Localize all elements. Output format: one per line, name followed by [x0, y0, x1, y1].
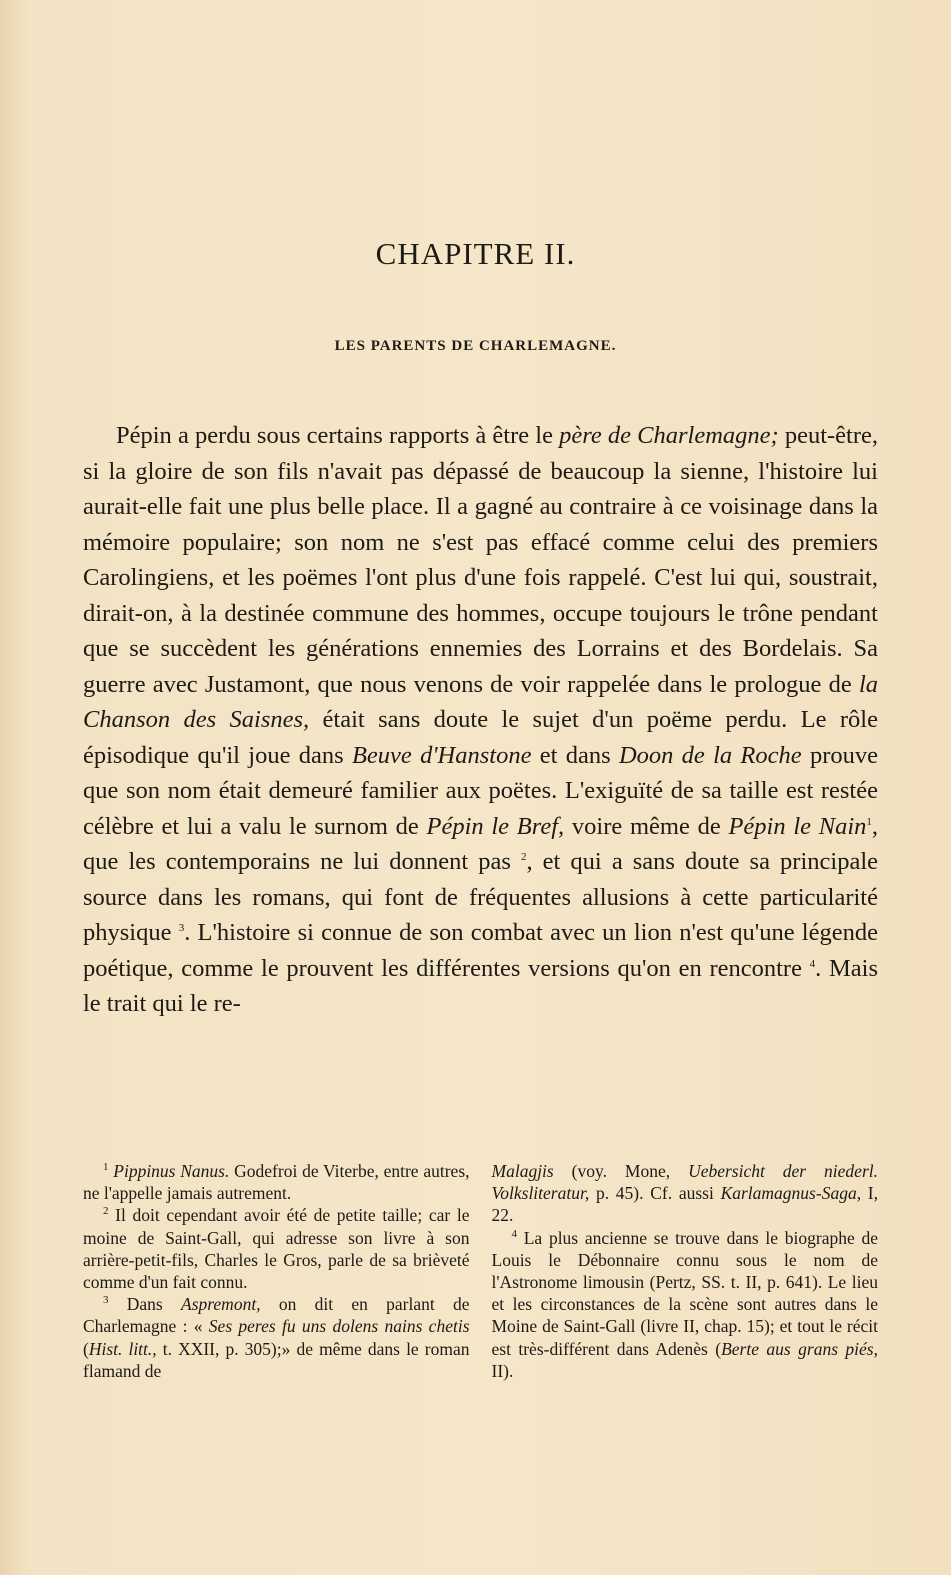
- footnote-4: $^4$ La plus ancienne se trouve dans le biographe de Louis le Débonnaire connu sous le nom de l'Astronome limousin (Pertz, SS. t. II, p. 641). Le lieu et les circonstances de la scène sont autres dans le Moine de Saint-Gall (livre II, chap. 15); et tout le récit est très-différent dans Adenès (Berte aus grans piés, II).: [491, 1227, 878, 1381]
- footnote-ref[interactable]: 2: [520, 850, 527, 863]
- chapter-title: CHAPITRE II.: [375, 236, 576, 271]
- footnotes-left-column: [83, 1160, 470, 1382]
- main-paragraph: Pépin a perdu sous certains rapports à être le père de Charlemagne; peut-être, si la gloire de son fils n'avait pas dépassé de beaucoup la sienne, l'histoire lui aurait-elle fait une plus belle place. Il a gagné au contraire à ce voisinage dans la mémoire populaire; son nom ne s'est pas effacé comme celui des premiers Carolingiens, et les poëmes l'ont plus d'une fois rappelé. C'est lui qui, soustrait, dirait-on, à la destinée commune des hommes, occupe toujours le trône pendant que se succèdent les générations ennemies des Lorrains et des Bordelais. Sa guerre avec Justamont, que nous venons de voir rappelée dans le prologue de la Chanson des Saisnes, était sans doute le sujet d'un poëme perdu. Le rôle épisodique qu'il joue dans Beuve d'Hanstone et dans Doon de la Roche prouve que son nom était demeuré familier aux poëtes. L'exiguïté de sa taille est restée célèbre et lui a valu le surnom de Pépin le Bref, voire même de Pépin le Nain$^1$, que les contemporains ne lui donnent pas $^2$, et qui a sans doute sa principale source dans les romans, qui font de fréquentes allusions à cette particularité physique $^3$. L'histoire si connue de son combat avec un lion n'est qu'une légende poétique, comme le prouvent les différentes versions qu'on en rencontre $^4$. Mais le trait qui le re-: [83, 422, 879, 1017]
- footnote-ref[interactable]: 4: [809, 957, 816, 970]
- footnotes: [83, 1160, 878, 1382]
- footnote-1: $^1$ Pippinus Nanus. Godefroi de Viterbe, entre autres, ne l'appelle jamais autrement.: [83, 1161, 470, 1204]
- footnotes-right-column: [492, 1160, 879, 1382]
- footnote-ref[interactable]: 3: [178, 921, 185, 934]
- footnote-ref[interactable]: 1: [866, 815, 872, 828]
- footnote-3-continued: Malagjis (voy. Mone, Uebersicht der niederl. Volksliteratur, p. 45). Cf. aussi Karlamagnus-Saga, I, 22.: [491, 1161, 879, 1226]
- footnote-3: $^3$ Dans Aspremont, on dit en parlant de Charlemagne : « Ses peres fu uns dolens nains chetis (Hist. litt., t. XXII, p. 305);» de même dans le roman flamand de: [83, 1294, 470, 1381]
- section-title: LES PARENTS DE CHARLEMAGNE.: [334, 338, 617, 354]
- footnote-2: $^2$ Il doit cependant avoir été de petite taille; car le moine de Saint-Gall, qui adresse son livre à son arrière-petit-fils, Charles le Gros, parle de sa brièveté comme d'un fait connu.: [83, 1205, 470, 1293]
